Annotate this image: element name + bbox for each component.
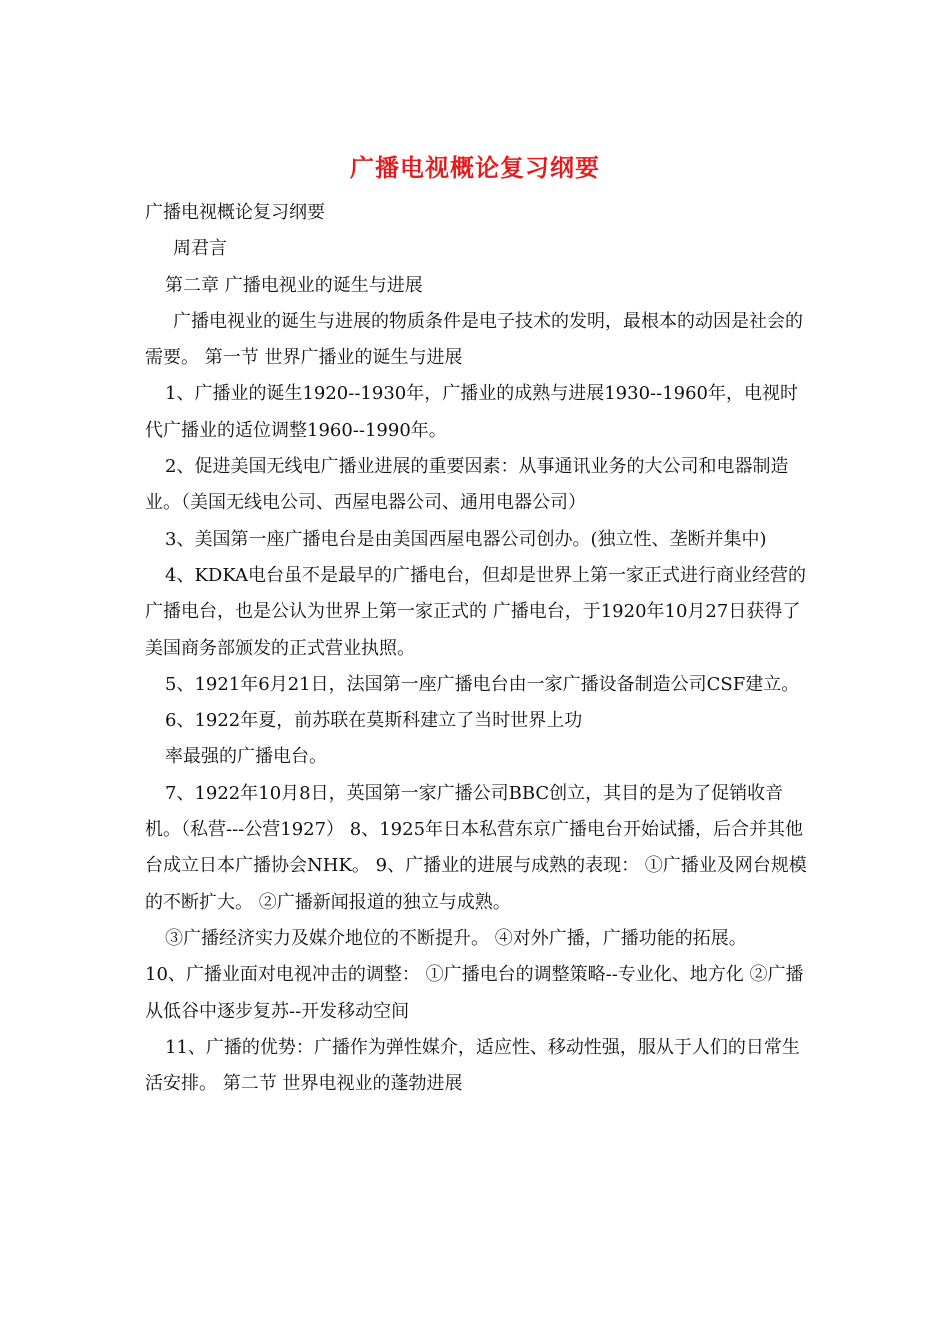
paragraph: 4、KDKA电台虽不是最早的广播电台，但却是世界上第一家正式进行商业经营的广播电台，也是公认为世界上第一家正式的 广播电台，于1920年10月27日获得了美国商务部颁发的正式营业执照。 — [145, 564, 807, 659]
document-title: 广播电视概论复习纲要 — [350, 153, 600, 182]
paragraph: 2、促进美国无线电广播业进展的重要因素：从事通讯业务的大公司和电器制造业。（美国无线电公司、西屋电器公司、通用电器公司） — [145, 456, 789, 514]
document-body — [145, 195, 810, 1102]
paragraph-heading: 广播电视概论复习纲要 — [145, 202, 325, 223]
paragraph: 11、广播的优势：广播作为弹性媒介，适应性、移动性强，服从于人们的日常生活安排。 第二节 世界电视业的蓬勃进展 — [145, 1036, 800, 1095]
paragraph: 10、广播业面对电视冲击的调整： ①广播电台的调整策略--专业化、地方化 ②广播从低谷中逐步复苏--开发移动空间 — [145, 964, 804, 1022]
paragraph: ③广播经济实力及媒介地位的不断提升。 ④对外广播，广播功能的拓展。 — [165, 927, 747, 949]
paragraph-author: 周君言 — [173, 238, 227, 260]
paragraph: 6、1922年夏，前苏联在莫斯科建立了当时世界上功 — [165, 710, 583, 732]
paragraph-chapter: 第二章 广播电视业的诞生与进展 — [165, 274, 423, 296]
paragraph: 7、1922年10月8日，英国第一家广播公司BBC创立，其目的是为了促销收音机。（私营---公营1927） 8、1925年日本私营东京广播电台开始试播，后合并其他台成立日本广播协会NHK。 9、广播业的进展与成熟的表现： ①广播业及网台规模的不断扩大。 ②广播新闻报道的独立与成熟。 — [145, 782, 807, 913]
paragraph: 1、广播业的诞生1920--1930年，广播业的成熟与进展1930--1960年，电视时代广播业的适位调整1960--1990年。 — [145, 383, 799, 441]
paragraph: 广播电视业的诞生与进展的物质条件是电子技术的发明，最根本的动因是社会的需要。 第一节 世界广播业的诞生与进展 — [145, 310, 803, 369]
paragraph: 3、美国第一座广播电台是由美国西屋电器公司创办。(独立性、垄断并集中) — [165, 528, 767, 550]
paragraph: 5、1921年6月21日，法国第一座广播电台由一家广播设备制造公司CSF建立。 — [165, 673, 800, 695]
paragraph: 率最强的广播电台。 — [165, 746, 327, 768]
